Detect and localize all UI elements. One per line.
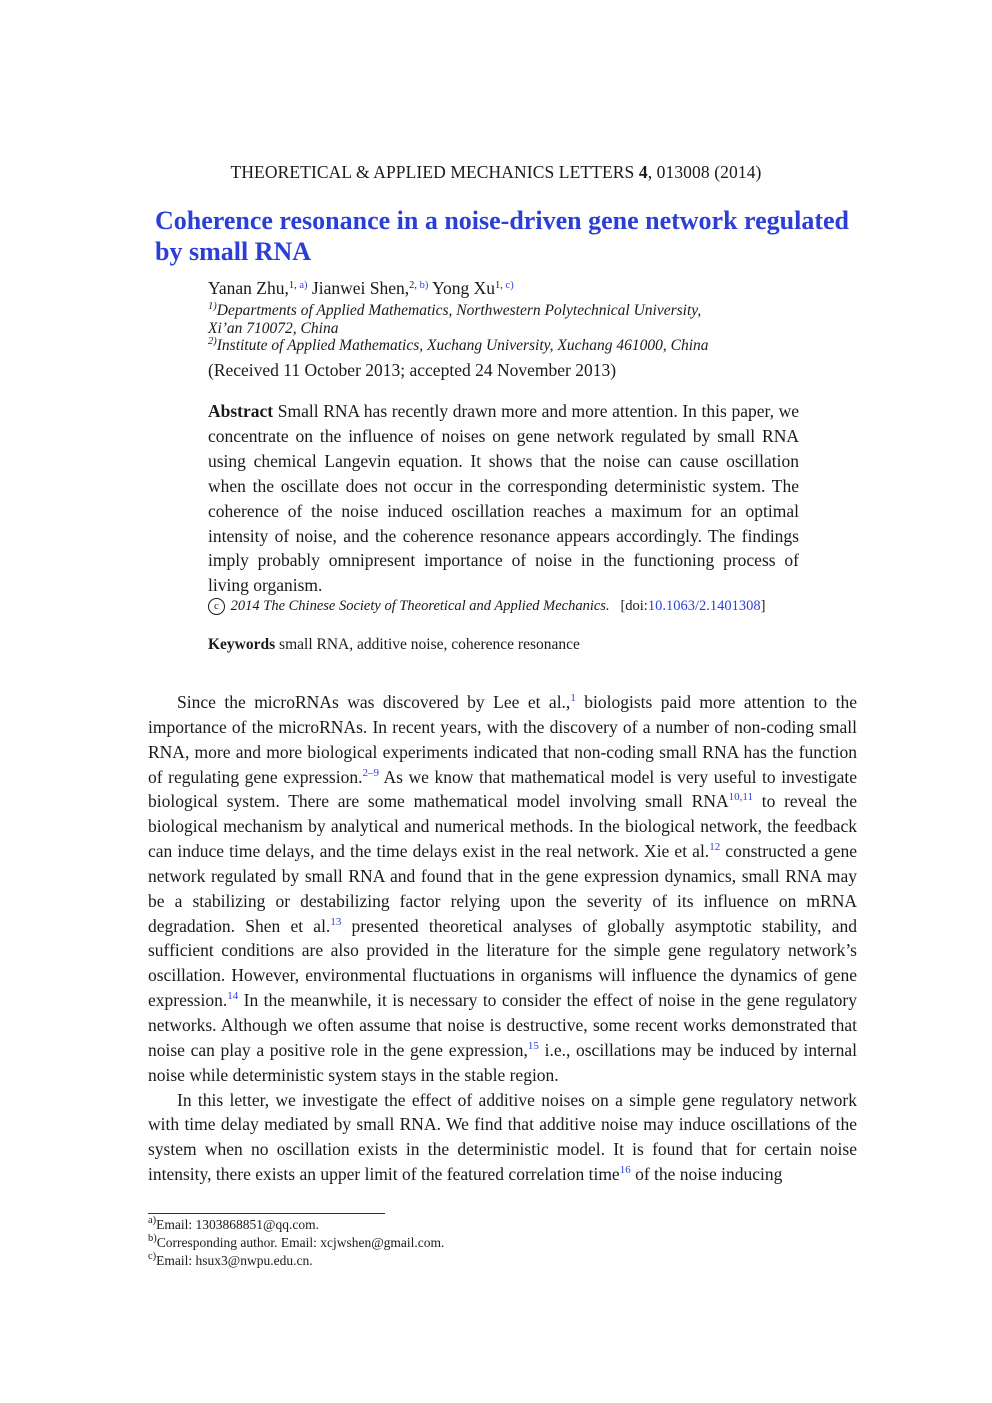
doi-suffix: ]	[760, 598, 766, 614]
author-name: Yanan Zhu,	[208, 278, 289, 298]
body-text-run: of the noise inducing	[630, 1164, 783, 1185]
journal-volume: 4	[638, 162, 648, 182]
author-affil-num: 1,	[288, 280, 297, 291]
footnote-mark: c)	[148, 1251, 157, 1262]
footnote-c	[148, 1253, 313, 1269]
journal-citation: , 013008 (2014)	[647, 162, 762, 182]
affiliation-2	[208, 337, 709, 355]
body-text-run: presented theoretical analyses of globally asymptotic stability, and sufficient conditions are also provided in the literature for the simple gene regulatory network’s oscillation. However, environmental fluctuations in organisms will influence the dynamics of gene expression.	[148, 915, 857, 1011]
keywords	[208, 636, 580, 654]
author-footnote-link[interactable]: c)	[505, 280, 514, 291]
abstract	[208, 399, 799, 598]
abstract-text: Small RNA has recently drawn more and more attention. In this paper, we concentrate on the influence of noises on gene network regulated by small RNA using chemical Langevin equation. It shows that the noise can cause oscillation when the oscillate does not occur in the corresponding deterministic system. The coherence of the noise induced oscillation reaches a maximum for an optimal intensity of noise, and the coherence resonance appears accordingly. The findings imply probably omnipresent importance of noise in the functioning process of living organism.	[208, 401, 800, 596]
body-paragraph-1	[148, 690, 857, 1088]
body-text-run: Since the microRNAs was discovered by Lee et al.,	[177, 692, 571, 712]
body-text-run: constructed a gene network regulated by small RNA and found that in the gene expression dynamics, small RNA may be a stabilizing or destabilizing factor relying upon the severity of its influence on mRNA degradation. Shen et al.	[148, 841, 857, 936]
footnote-a	[148, 1217, 319, 1233]
citation-link[interactable]: 2–9	[362, 766, 379, 779]
footnote-text: Corresponding author. Email: xcjwshen@gmail.com.	[156, 1235, 445, 1250]
footnote-mark: b)	[148, 1233, 157, 1244]
body-text-run: As we know that mathematical model is very useful to investigate biological system. There are some mathematical model involving small RNA	[148, 766, 858, 812]
doi-link[interactable]: 10.1063/2.1401308	[647, 598, 761, 614]
citation-link[interactable]: 15	[527, 1039, 539, 1052]
doi-prefix: [doi:	[620, 598, 648, 614]
copyright-line	[208, 598, 808, 615]
body-text	[148, 690, 857, 1187]
citation-link[interactable]: 13	[330, 915, 342, 928]
footnote-mark: a)	[148, 1215, 157, 1226]
body-text-run: i.e., oscillations may be induced by internal noise while deterministic system stays in the stable region.	[148, 1039, 857, 1085]
author-affil-num: 1,	[495, 280, 503, 291]
author-affil-num: 2,	[409, 280, 418, 291]
citation-link[interactable]: 12	[709, 841, 721, 854]
author-footnote-link[interactable]: a)	[299, 280, 308, 291]
affiliation-1	[208, 302, 701, 338]
received-dates: (Received 11 October 2013; accepted 24 November 2013)	[208, 360, 617, 380]
affil-line: Institute of Applied Mathematics, Xuchang University, Xuchang 461000, China	[216, 337, 709, 354]
footnote-b	[148, 1235, 444, 1251]
footnote-text: Email: hsux3@nwpu.edu.cn.	[156, 1253, 313, 1268]
journal-header	[0, 162, 992, 183]
citation-link[interactable]: 1	[570, 692, 576, 704]
body-paragraph-2	[148, 1088, 857, 1187]
body-text-run: biologists paid more attention to the importance of the microRNAs. In recent years, with the discovery of a number of non-coding small RNA, more and more biological experiments indicated that non-coding small RNA has the function of regulating gene expression.	[148, 692, 857, 787]
affil-line: Xi’an 710072, China	[208, 320, 339, 337]
copyright-icon: c	[208, 598, 225, 615]
paper-title: Coherence resonance in a noise-driven gene network regulated by small RNA	[155, 206, 849, 266]
keywords-label: Keywords	[208, 636, 276, 653]
author-name: Jianwei Shen,	[311, 278, 410, 298]
author-name: Yong Xu	[432, 278, 496, 298]
citation-link[interactable]: 10,11	[728, 791, 753, 804]
body-text-run: In this letter, we investigate the effect of additive noises on a simple gene regulatory network with time delay mediated by small RNA. We find that additive noise may induce oscillations of the system when no oscillation exists in the deterministic model. It is found that for certain noise intensity, there exists an upper limit of the featured correlation time	[148, 1089, 857, 1185]
affil-num: 1)	[208, 301, 217, 312]
keywords-text: small RNA, additive noise, coherence resonance	[279, 636, 580, 653]
abstract-label: Abstract	[208, 401, 274, 421]
body-text-run: to reveal the biological mechanism by analytical and numerical methods. In the biological network, the feedback can induce time delays, and the time delays exist in the real network. Xie et al.	[148, 791, 857, 862]
citation-link[interactable]: 14	[227, 990, 239, 1003]
citation-link[interactable]: 16	[619, 1164, 631, 1177]
body-text-run: In the meanwhile, it is necessary to consider the effect of noise in the gene regulatory networks. Although we often assume that noise is destructive, some recent works demonstrated that noise can play a positive role in the gene expression,	[148, 990, 857, 1060]
copyright-text: 2014 The Chinese Society of Theoretical and Applied Mechanics.	[230, 598, 610, 614]
author-footnote-link[interactable]: b)	[419, 280, 429, 291]
affil-num: 2)	[208, 336, 217, 347]
author-list	[208, 278, 514, 299]
journal-name: THEORETICAL & APPLIED MECHANICS LETTERS	[230, 162, 635, 182]
affil-line: Departments of Applied Mathematics, Northwestern Polytechnical University,	[216, 302, 702, 319]
footnote-text: Email: 1303868851@qq.com.	[156, 1217, 319, 1232]
footnote-divider	[148, 1213, 385, 1214]
